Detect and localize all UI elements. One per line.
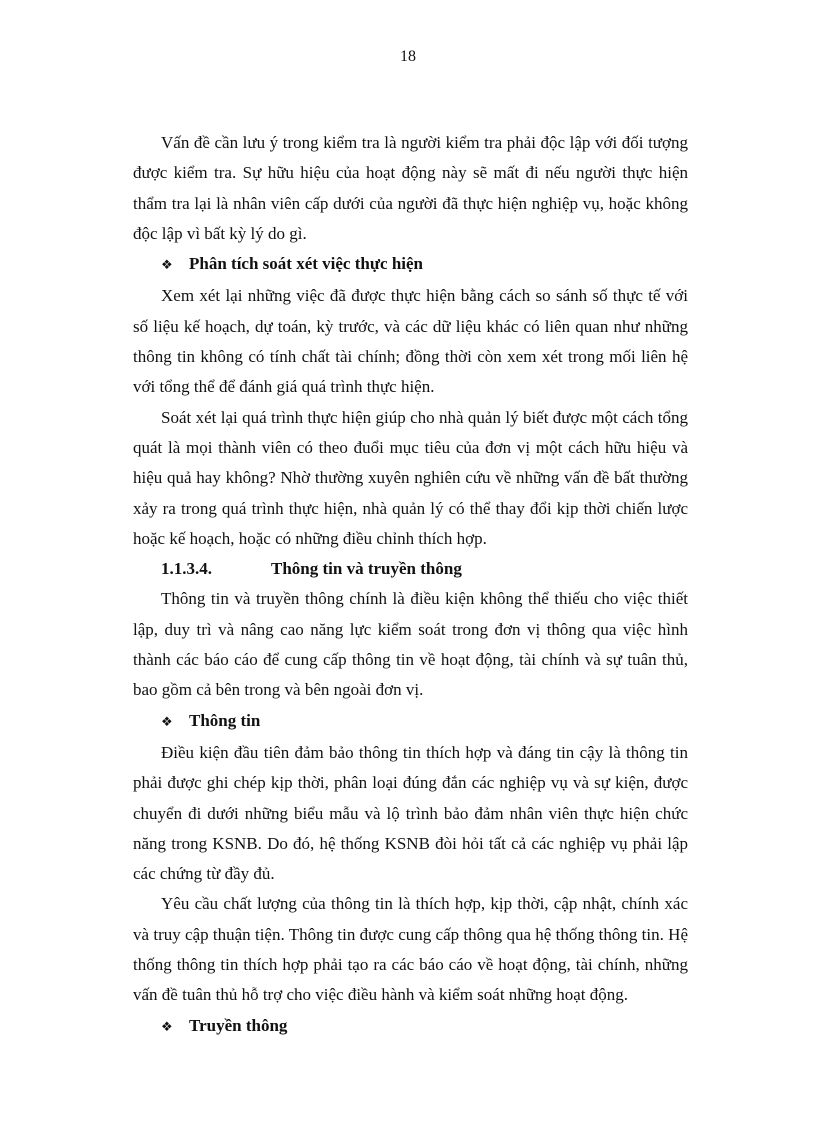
diamond-bullet-icon: ❖ bbox=[161, 714, 173, 730]
heading-performance-review bbox=[133, 249, 688, 281]
paragraph-inspection-independence: Vấn đề cần lưu ý trong kiểm tra là người kiểm tra phải độc lập với đối tượng được kiểm tra. Sự hữu hiệu của hoạt động này sẽ mất đi nếu người thực hiện thẩm tra lại là nhân viên cấp dưới của người đã thực hiện nghiệp vụ, hoặc không độc lập vì bất kỳ lý do gì. bbox=[133, 133, 688, 243]
diamond-bullet-icon: ❖ bbox=[161, 1019, 173, 1035]
paragraph-review-benefit: Soát xét lại quá trình thực hiện giúp cho nhà quản lý biết được một cách tổng quát là mọi thành viên có theo đuổi mục tiêu của đơn vị một cách hữu hiệu và hiệu quả hay không? Nhờ thường xuyên nghiên cứu về những vấn đề bất thường xảy ra trong quá trình thực hiện, nhà quản lý có thể thay đổi kịp thời chiến lược hoặc kế hoạch, hoặc có những điều chỉnh thích hợp. bbox=[133, 407, 688, 548]
page-number: 18 bbox=[400, 48, 416, 65]
diamond-bullet-icon: ❖ bbox=[161, 258, 173, 274]
heading-communication bbox=[133, 1011, 688, 1043]
section-title: Thông tin và truyền thông bbox=[271, 559, 462, 579]
heading-information-text: Thông tin bbox=[189, 710, 261, 730]
heading-information bbox=[133, 706, 688, 738]
paragraph-review-comparison: Xem xét lại những việc đã được thực hiện bằng cách so sánh số thực tế với số liệu kế hoạch, dự toán, kỳ trước, và các dữ liệu khác có liên quan như những thông tin không có tính chất tài chính; đồng thời còn xem xét trong mối liên hệ với tổng thể để đánh giá quá trình thực hiện. bbox=[133, 286, 688, 397]
document-body bbox=[133, 128, 688, 1043]
section-number: 1.1.3.4. bbox=[161, 559, 212, 579]
paragraph-information-communication: Thông tin và truyền thông chính là điều kiện không thể thiếu cho việc thiết lập, duy trì và nâng cao năng lực kiểm soát trong đơn vị thông qua việc hình thành các báo cáo để cung cấp thông tin về hoạt động, tài chính và sự tuân thủ, bao gồm cả bên trong và bên ngoài đơn vị. bbox=[133, 589, 688, 700]
paragraph-information-conditions: Điều kiện đầu tiên đảm bảo thông tin thích hợp và đáng tin cậy là thông tin phải được ghi chép kịp thời, phân loại đúng đắn các nghiệp vụ và sự kiện, được chuyển đi dưới những biểu mẫu và lộ trình bảo đảm nhân viên thực hiện chức năng trong KSNB. Do đó, hệ thống KSNB đòi hỏi tất cả các nghiệp vụ phải lập các chứng từ đầy đủ. bbox=[133, 742, 688, 884]
heading-communication-text: Truyền thông bbox=[189, 1015, 288, 1035]
paragraph-information-quality: Yêu cầu chất lượng của thông tin là thích hợp, kịp thời, cập nhật, chính xác và truy cập thuận tiện. Thông tin được cung cấp thông qua hệ thống thông tin. Hệ thống thông tin thích hợp phải tạo ra các báo cáo về hoạt động, tài chính, những vấn đề tuân thủ hỗ trợ cho việc điều hành và kiểm soát những hoạt động. bbox=[133, 894, 688, 1005]
section-heading-information-communication bbox=[133, 554, 688, 584]
heading-performance-review-text: Phân tích soát xét việc thực hiện bbox=[189, 254, 424, 274]
